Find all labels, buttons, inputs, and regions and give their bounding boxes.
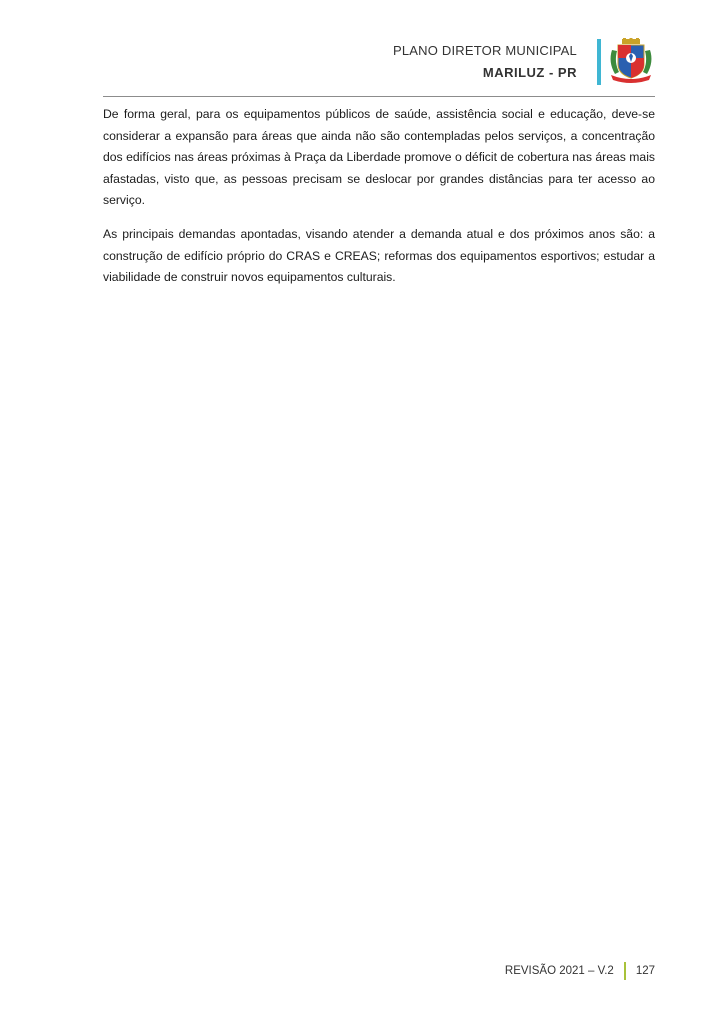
municipality-name: MARILUZ - PR <box>482 65 577 80</box>
header-accent-bar <box>597 39 601 85</box>
page-footer <box>505 962 655 980</box>
revision-label: REVISÃO 2021 – V.2 <box>504 965 614 977</box>
header-divider <box>103 96 655 97</box>
page-number: 127 <box>635 965 655 977</box>
footer-separator <box>624 962 626 980</box>
body-paragraph: As principais demandas apontadas, visando atender a demanda atual e dos próximos anos são: a construção de edifício próprio do CRAS e CREAS; reformas dos equipamentos esportivos; estudar a viabilidade de construir novos equipamentos culturais. <box>103 226 655 285</box>
body-paragraph: De forma geral, para os equipamentos públicos de saúde, assistência social e educação, deve-se considerar a expansão para áreas que ainda não são contempladas pelos serviços, a concentração dos edifícios nas áreas próximas à Praça da Liberdade promove o déficit de cobertura nas áreas mais afastadas, visto que, as pessoas precisam se deslocar por grandes distâncias para ter acesso ao serviço. <box>103 107 655 208</box>
document-title: PLANO DIRETOR MUNICIPAL <box>393 43 577 58</box>
document-body <box>103 104 655 301</box>
coat-of-arms-icon <box>607 38 655 84</box>
